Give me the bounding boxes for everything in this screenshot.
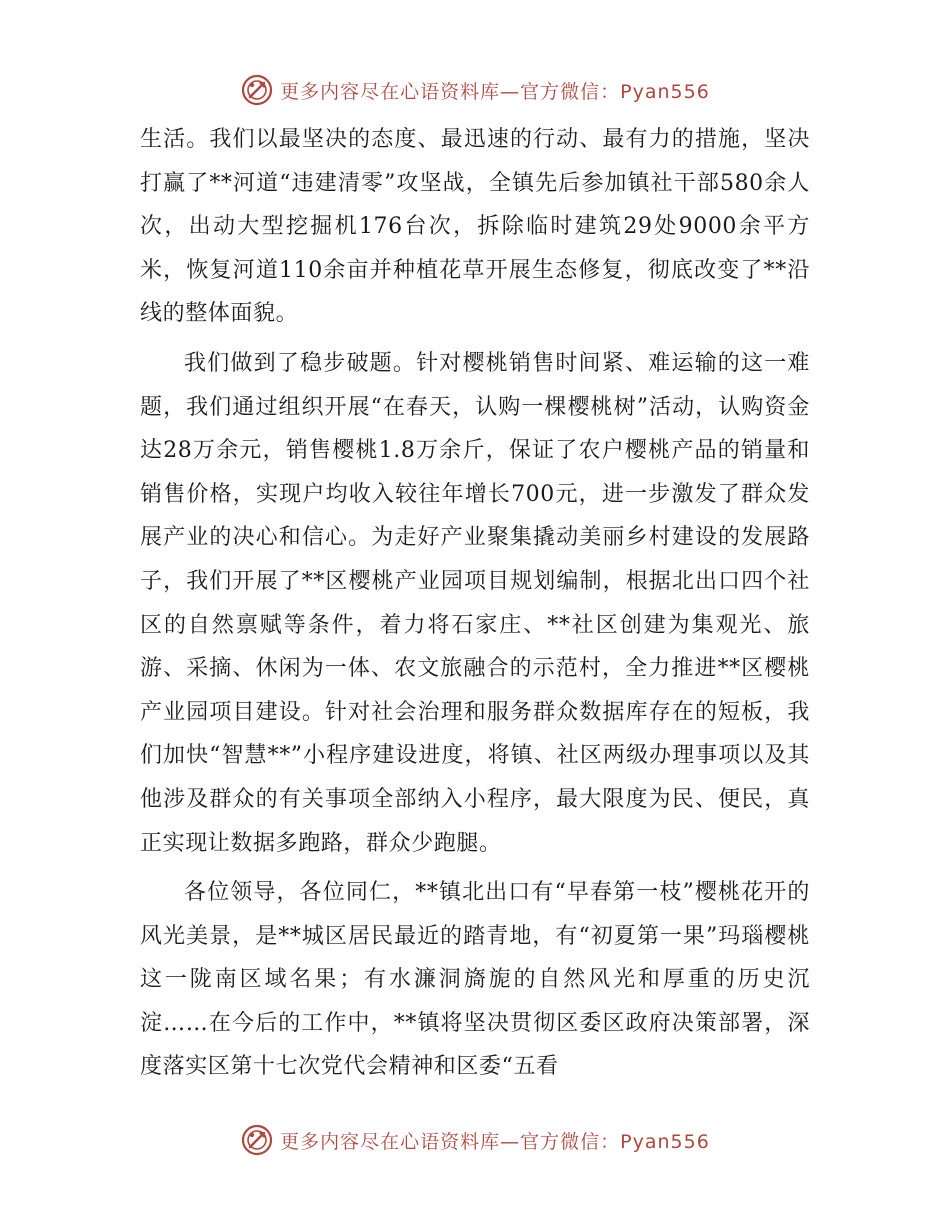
paragraph-1: 生活。我们以最坚决的态度、最迅速的行动、最有力的措施，坚决打赢了**河道“违建清零”攻坚战，全镇先后参加镇社干部580余人次，出动大型挖掘机176台次，拆除临时建筑29处9000余平方米，恢复河道110余亩并种植花草开展生态修复，彻底改变了**沿线的整体面貌。 — [140, 127, 810, 327]
paragraph-3: 各位领导，各位同仁，**镇北出口有“早春第一枝”樱桃花开的风光美景，是**城区居民最近的踏青地，有“初夏第一果”玛瑙樱桃这一陇南区域名果；有水濂洞旖旎的自然风光和厚重的历史沉淀……在今后的工作中，**镇将坚决贯彻区委区政府决策部署，深度落实区第十七次党代会精神和区委“五看 — [140, 880, 810, 1080]
brand-logo-icon — [240, 1123, 274, 1157]
watermark-text: 更多内容尽在心语资料库—官方微信：Pyan556 — [280, 80, 710, 103]
paragraph-2: 我们做到了稳步破题。针对樱桃销售时间紧、难运输的这一难题，我们通过组织开展“在春天，认购一棵樱桃树”活动，认购资金达28万余元，销售樱桃1.8万余斤，保证了农户樱桃产品的销量和销售价格，实现户均收入较往年增长700元，进一步激发了群众发展产业的决心和信心。为走好产业聚集撬动美丽乡村建设的发展路子，我们开展了**区樱桃产业园项目规划编制，根据北出口四个社区的自然禀赋等条件，着力将石家庄、**社区创建为集观光、旅游、采摘、休闲为一体、农文旅融合的示范村，全力推进**区樱桃产业园项目建设。针对社会治理和服务群众数据库存在的短板，我们加快“智慧**”小程序建设进度，将镇、社区两级办理事项以及其他涉及群众的有关事项全部纳入小程序，最大限度为民、便民，真正实现让数据多跑路，群众少跑腿。 — [140, 350, 810, 856]
watermark-text: 更多内容尽在心语资料库—官方微信：Pyan556 — [280, 1130, 710, 1153]
footer-watermark-banner — [0, 1120, 950, 1160]
brand-logo-icon — [240, 73, 274, 107]
header-watermark-banner — [0, 70, 950, 110]
document-body — [140, 118, 810, 1089]
